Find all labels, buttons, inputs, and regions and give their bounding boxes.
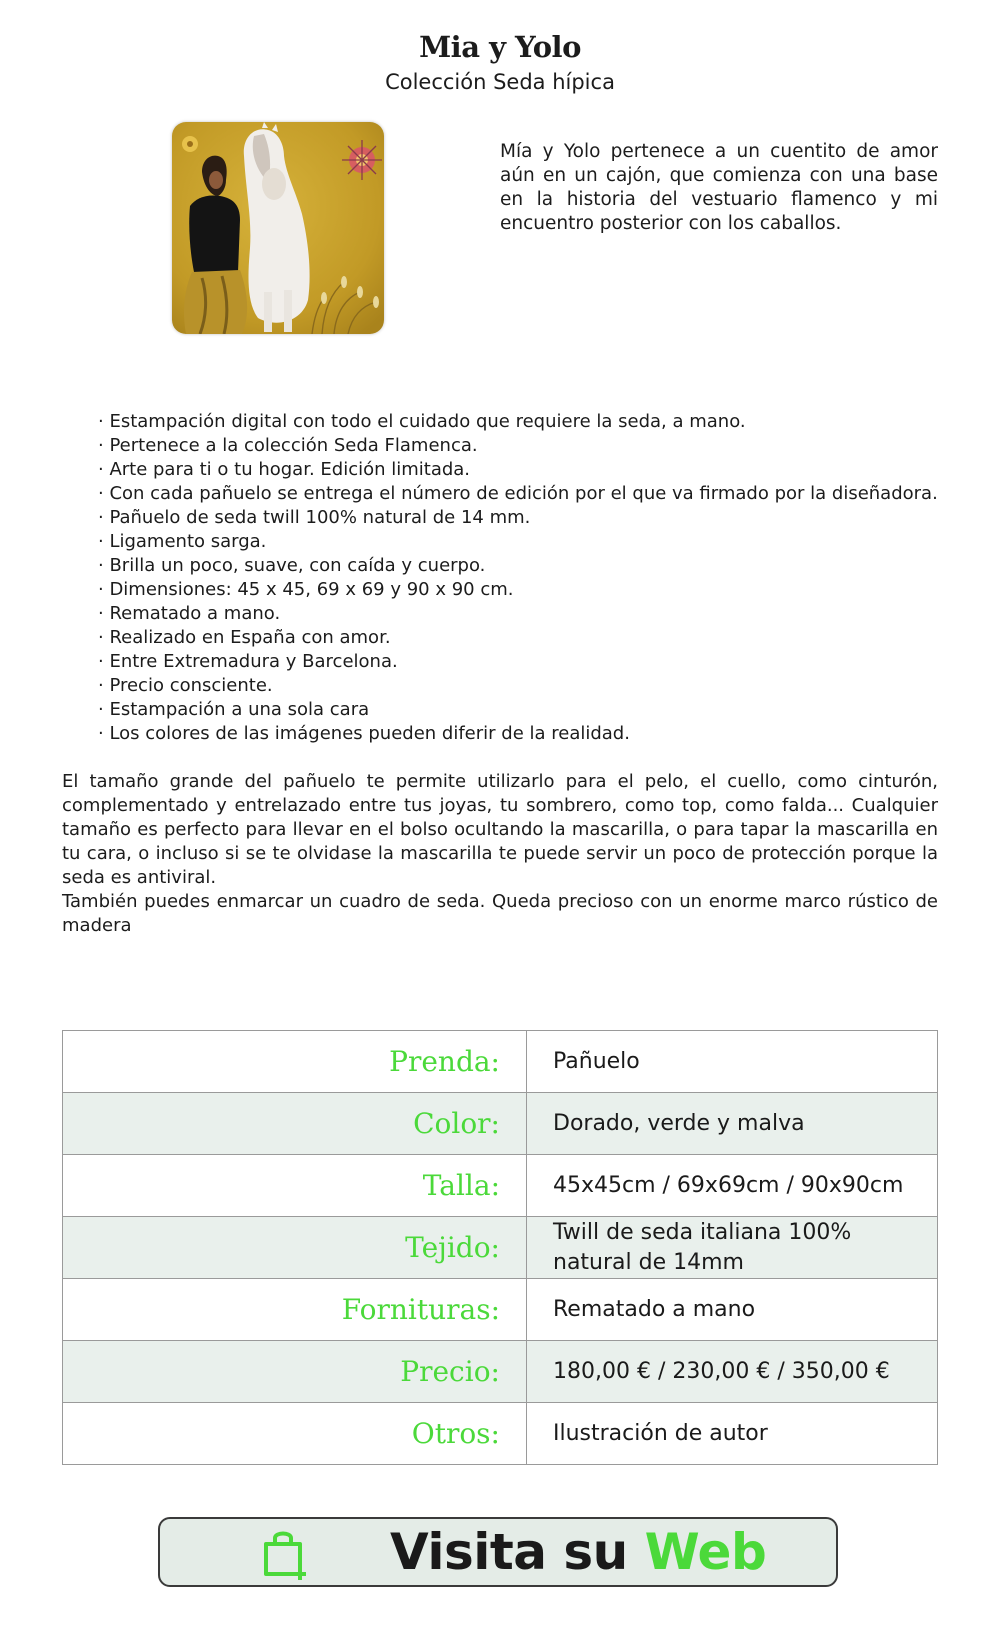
spec-table <box>62 1030 938 1465</box>
table-row <box>63 1093 938 1155</box>
table-row <box>63 1031 938 1093</box>
list-item: · Rematado a mano. <box>98 603 281 624</box>
spec-label: Otros: <box>63 1403 527 1465</box>
table-row <box>63 1155 938 1217</box>
list-item: · Estampación a una sola cara <box>98 699 370 720</box>
table-row <box>63 1403 938 1465</box>
spec-value: Rematado a mano <box>527 1279 938 1341</box>
feature-list <box>98 410 938 746</box>
description-text <box>62 770 938 938</box>
paragraph: También puedes enmarcar un cuadro de seda. Queda precioso con un enorme marco rústico de madera <box>62 891 938 936</box>
spec-value: 45x45cm / 69x69cm / 90x90cm <box>527 1155 938 1217</box>
spec-label: Prenda: <box>63 1031 527 1093</box>
shopping-bag-plus-icon <box>260 1528 310 1582</box>
list-item: · Pañuelo de seda twill 100% natural de 14 mm. <box>98 507 531 528</box>
spec-label: Tejido: <box>63 1217 527 1279</box>
spec-value: Ilustración de autor <box>527 1403 938 1465</box>
list-item: · Realizado en España con amor. <box>98 627 391 648</box>
spec-label: Color: <box>63 1093 527 1155</box>
list-item: · Estampación digital con todo el cuidado que requiere la seda, a mano. <box>98 411 746 432</box>
table-row <box>63 1217 938 1279</box>
page-subtitle: Colección Seda hípica <box>385 70 615 94</box>
spec-value: Pañuelo <box>527 1031 938 1093</box>
cta-text: Visita su <box>390 1523 645 1581</box>
list-item: · Brilla un poco, suave, con caída y cuerpo. <box>98 555 486 576</box>
paragraph: El tamaño grande del pañuelo te permite utilizarlo para el pelo, el cuello, como cinturón, complementado y entrelazado entre tus joyas, tu sombrero, como top, como falda... Cualquier tamaño es perfecto para llevar en el bolso ocultando la mascarilla, o para tapar la mascarilla en tu cara, o incluso si se te olvidase la mascarilla te puede servir un poco de protección porque la seda es antiviral. <box>62 771 938 888</box>
spec-value: Dorado, verde y malva <box>527 1093 938 1155</box>
product-image <box>172 122 384 334</box>
spec-value: Twill de seda italiana 100% natural de 14mm <box>527 1217 938 1279</box>
list-item: · Dimensiones: 45 x 45, 69 x 69 y 90 x 90 cm. <box>98 579 514 600</box>
visit-web-button[interactable] <box>158 1517 838 1587</box>
spec-value: 180,00 € / 230,00 € / 350,00 € <box>527 1341 938 1403</box>
list-item: · Con cada pañuelo se entrega el número de edición por el que va firmado por la diseñadora. <box>98 483 938 504</box>
page-title: Mia y Yolo <box>419 30 581 64</box>
spec-label: Talla: <box>63 1155 527 1217</box>
table-row <box>63 1341 938 1403</box>
list-item: · Precio consciente. <box>98 675 273 696</box>
intro-text: Mía y Yolo pertenece a un cuentito de amor aún en un cajón, que comienza con una base en la historia del vestuario flamenco y mi encuentro posterior con los caballos. <box>500 141 938 234</box>
list-item: · Pertenece a la colección Seda Flamenca. <box>98 435 478 456</box>
spec-label: Precio: <box>63 1341 527 1403</box>
cta-highlight: Web <box>644 1523 767 1581</box>
visit-web-label <box>390 1519 766 1585</box>
list-item: · Entre Extremadura y Barcelona. <box>98 651 398 672</box>
list-item: · Ligamento sarga. <box>98 531 267 552</box>
list-item: · Arte para ti o tu hogar. Edición limitada. <box>98 459 471 480</box>
table-row <box>63 1279 938 1341</box>
list-item: · Los colores de las imágenes pueden diferir de la realidad. <box>98 723 630 744</box>
spec-label: Fornituras: <box>63 1279 527 1341</box>
